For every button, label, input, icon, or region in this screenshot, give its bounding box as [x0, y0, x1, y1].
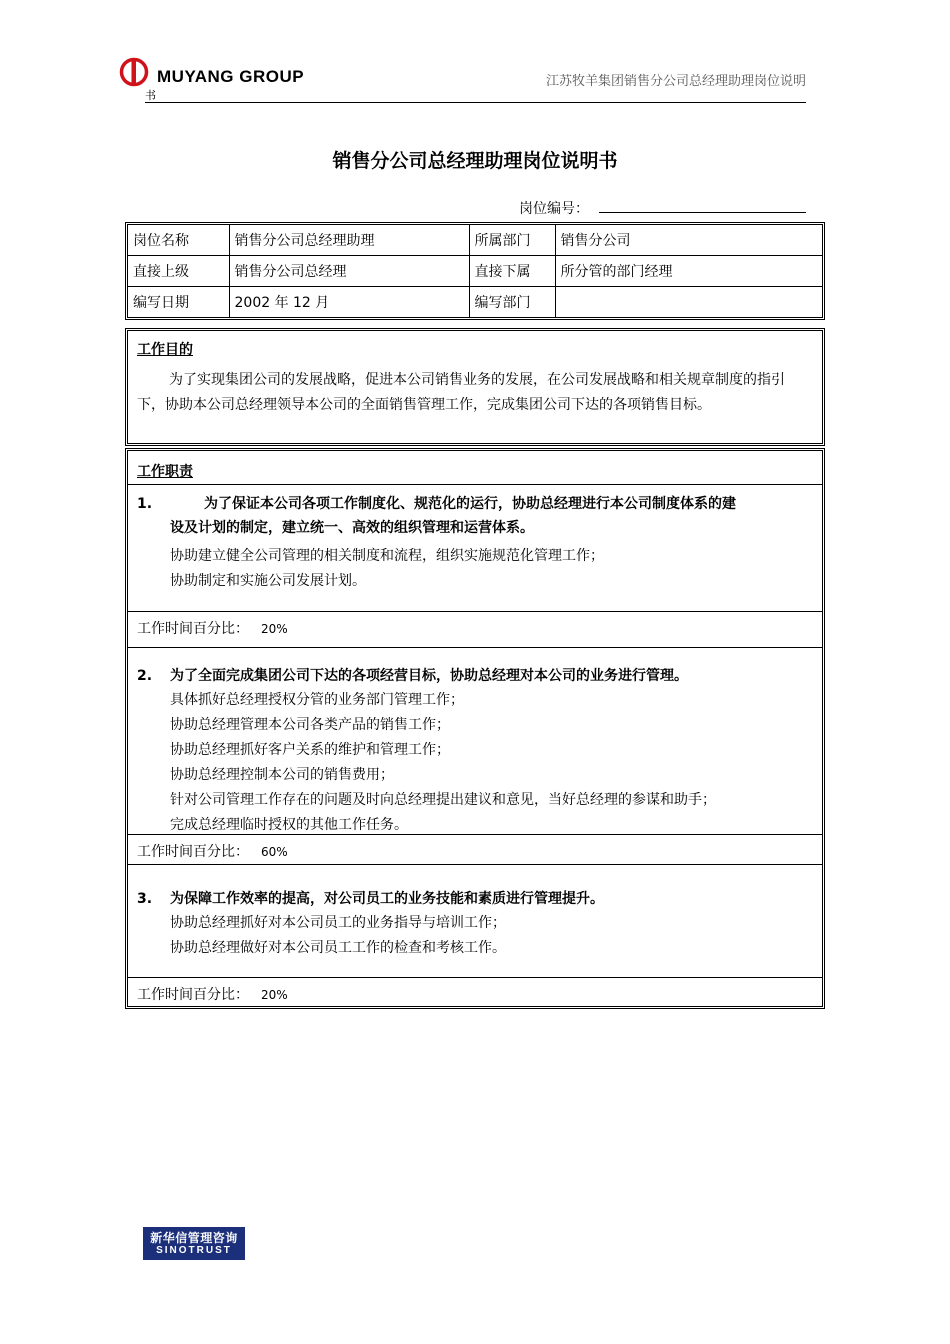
duty-2-title: 2. 为了全面完成集团公司下达的各项经营目标，协助总经理对本公司的业务进行管理。	[137, 664, 812, 688]
sinotrust-logo-en: SINOTRUST	[156, 1245, 232, 1256]
divider	[128, 834, 822, 835]
list-item: 协助总经理控制本公司的销售费用；	[170, 767, 394, 783]
table-row	[128, 225, 822, 256]
label-position-name: 岗位名称	[128, 225, 229, 256]
duty-1-title	[137, 492, 812, 540]
doc-header-title: 江苏牧羊集团销售分公司总经理助理岗位说明	[545, 74, 806, 89]
page-title: 销售分公司总经理助理岗位说明书	[332, 150, 618, 172]
muyang-logo-icon	[119, 57, 149, 87]
sinotrust-logo-cn: 新华信管理咨询	[150, 1231, 238, 1245]
divider	[128, 484, 822, 485]
value-author-dept	[555, 287, 822, 318]
duty-1-number: 1.	[137, 496, 153, 512]
table-row	[128, 256, 822, 287]
list-item: 协助总经理管理本公司各类产品的销售工作；	[170, 717, 450, 733]
label-date: 编写日期	[128, 287, 229, 318]
duties-section	[125, 448, 825, 1009]
list-item: 协助制定和实施公司发展计划。	[170, 573, 366, 589]
list-item: 完成总经理临时授权的其他工作任务。	[170, 817, 408, 833]
value-date: 2002 年 12 月	[229, 287, 469, 318]
duty-3-percent: 工作时间百分比： 20%	[137, 987, 288, 1003]
duty-2-percent: 工作时间百分比： 60%	[137, 844, 288, 860]
duty-3-title: 3. 为保障工作效率的提高，对公司员工的业务技能和素质进行管理提升。	[137, 887, 812, 911]
duty-3-percent-value: 20%	[261, 988, 288, 1002]
position-code-label: 岗位编号：	[519, 201, 589, 217]
divider	[128, 977, 822, 978]
brand-name: MUYANG GROUP	[157, 67, 305, 86]
purpose-text: 为了实现集团公司的发展战略，促进本公司销售业务的发展，在公司发展战略和相关规章制度的指引下，协助本公司总经理领导本公司的全面销售管理工作，完成集团公司下达的各项销售目标。	[137, 372, 785, 413]
duty-1-percent: 工作时间百分比： 20%	[137, 621, 288, 637]
list-item: 协助建立健全公司管理的相关制度和流程，组织实施规范化管理工作；	[170, 548, 604, 564]
divider	[128, 647, 822, 648]
list-item: 协助总经理抓好客户关系的维护和管理工作；	[170, 742, 450, 758]
brand-tail: 书	[145, 89, 156, 102]
list-item: 协助总经理做好对本公司员工工作的检查和考核工作。	[170, 940, 506, 956]
sinotrust-logo	[143, 1227, 245, 1260]
label-department: 所属部门	[469, 225, 555, 256]
value-department: 销售分公司	[555, 225, 822, 256]
divider	[128, 864, 822, 865]
list-item: 具体抓好总经理授权分管的业务部门管理工作；	[170, 692, 464, 708]
purpose-section	[125, 328, 825, 446]
duty-1-title-line1: 为了保证本公司各项工作制度化、规范化的运行，协助总经理进行本公司制度体系的建	[204, 496, 736, 512]
duty-2-percent-value: 60%	[261, 845, 288, 859]
value-superior: 销售分公司总经理	[229, 256, 469, 287]
label-superior: 直接上级	[128, 256, 229, 287]
purpose-title: 工作目的	[137, 342, 193, 358]
duty-3-number: 3.	[137, 891, 153, 907]
info-table	[125, 222, 825, 320]
duties-title: 工作职责	[137, 464, 193, 480]
position-code-field[interactable]	[599, 212, 806, 213]
duty-1-percent-value: 20%	[261, 622, 288, 636]
duty-1-title-line2: 设及计划的制定，建立统一、高效的组织管理和运营体系。	[170, 520, 534, 536]
duty-2-number: 2.	[137, 668, 153, 684]
divider	[128, 611, 822, 612]
list-item: 协助总经理抓好对本公司员工的业务指导与培训工作；	[170, 915, 506, 931]
label-author-dept: 编写部门	[469, 287, 555, 318]
list-item: 针对公司管理工作存在的问题及时向总经理提出建议和意见，当好总经理的参谋和助手；	[170, 792, 716, 808]
label-subordinate: 直接下属	[469, 256, 555, 287]
value-subordinate: 所分管的部门经理	[555, 256, 822, 287]
value-position-name: 销售分公司总经理助理	[229, 225, 469, 256]
table-row	[128, 287, 822, 318]
header-rule	[145, 102, 806, 103]
